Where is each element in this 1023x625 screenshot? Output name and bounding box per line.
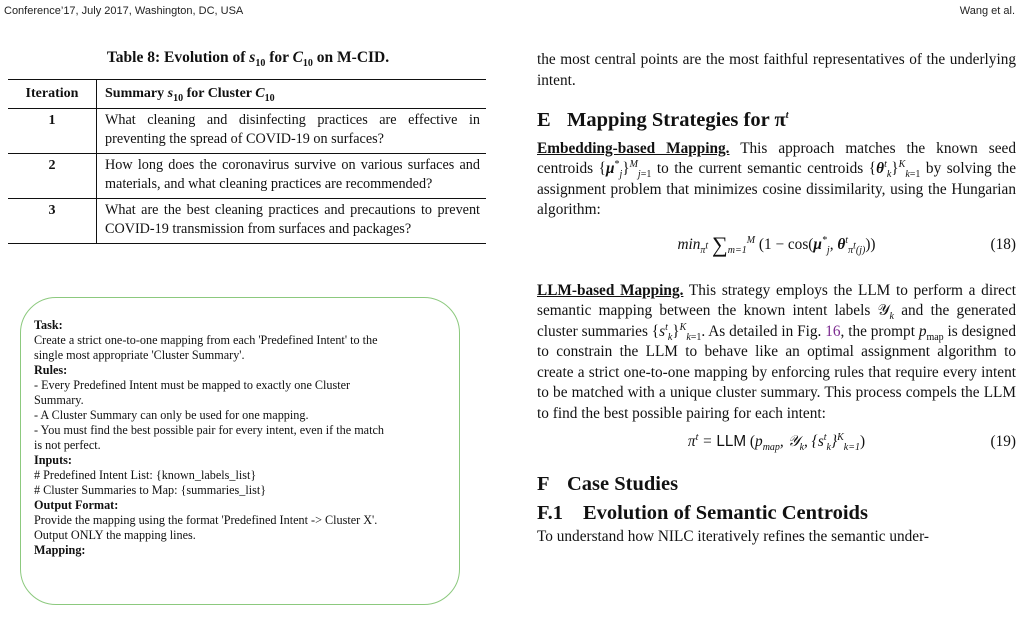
llm-runin: LLM-based Mapping. xyxy=(537,281,684,299)
iteration-cell: 1 xyxy=(8,109,97,154)
summary-cell: What are the best cleaning practices and precautions to prevent COVID-19 transmission from surfaces and packages? xyxy=(97,199,487,244)
prompt-line: - Every Predefined Intent must be mapped to exactly one Cluster xyxy=(34,378,351,392)
right-column xyxy=(537,50,1016,548)
intro-paragraph: the most central points are the most faithful representatives of the underlying intent. xyxy=(537,51,1016,89)
running-head-left: Conference’17, July 2017, Washington, DC, USA xyxy=(4,5,244,17)
table-row xyxy=(8,199,486,244)
evolution-table xyxy=(8,79,486,244)
summary-cell: What cleaning and disinfecting practices are effective in preventing the spread of COVID-19 on surfaces? xyxy=(97,109,487,154)
prompt-line: # Predefined Intent List: {known_labels_list} xyxy=(34,468,257,482)
table-row xyxy=(8,154,486,199)
cut-line: To understand how NILC iteratively refines the semantic under- xyxy=(537,528,929,545)
prompt-line: Summary. xyxy=(34,393,84,407)
iteration-cell: 2 xyxy=(8,154,97,199)
header-summary: Summary $s_{10}$ for Cluster $C_{10}$ xyxy=(97,80,487,109)
iteration-cell: 3 xyxy=(8,199,97,244)
running-head-right: Wang et al. xyxy=(959,5,1015,17)
prompt-line: is not perfect. xyxy=(34,438,101,452)
llm-paragraph: LLM-based Mapping. This strategy employs the LLM to perform a direct semantic mapping between the known intent labels 𝒴$_k$ and the generated cluster summaries $\{s^t_k\}^K_{k=1}$. As detailed in Fig. 16, the prompt $p_{map}$ is designed to constrain the LLM to behave like an optimal assignment algorithm to create a strict one-to-one mapping by enforcing rules that require every intent to be matched with a unique cluster summary. This process compels the LLM to find the best possible pairing for each intent: xyxy=(537,281,1016,422)
equation-number-19: (19) xyxy=(990,433,1016,450)
prompt-heading-task: Task: xyxy=(34,318,63,332)
prompt-line: single most appropriate 'Cluster Summary'. xyxy=(34,348,245,362)
prompt-line: - You must find the best possible pair for every intent, even if the match xyxy=(34,423,384,437)
figure-reference[interactable]: 16 xyxy=(825,322,841,340)
prompt-heading-inputs: Inputs: xyxy=(34,453,72,467)
table-caption: Table 8: Evolution of $s_{10}$ for $C_{10}$ on M-CID. xyxy=(106,49,390,70)
prompt-heading-rules: Rules: xyxy=(34,363,68,377)
section-f1-heading: F.1 Evolution of Semantic Centroids xyxy=(537,501,868,524)
mapping-prompt-box xyxy=(20,297,460,605)
prompt-line: # Cluster Summaries to Map: {summaries_list} xyxy=(34,483,267,497)
prompt-line: Create a strict one-to-one mapping from each 'Predefined Intent' to the xyxy=(34,333,378,347)
equation-number-18: (18) xyxy=(990,235,1016,253)
summary-cell: How long does the coronavirus survive on various surfaces and materials, and what cleaning practices are recommended? xyxy=(97,154,487,199)
prompt-line: - A Cluster Summary can only be used for one mapping. xyxy=(34,408,309,422)
equation-19: $\pi^t$ = LLM ($p_{map}$, 𝒴$_k$, $\{s^t_k\}^K_{k=1}$) (19) xyxy=(687,431,1016,454)
prompt-heading-output-format: Output Format: xyxy=(34,498,119,512)
section-e-heading: E Mapping Strategies for $\pi^t$ xyxy=(537,109,789,131)
equation-18: $\min_{\pi^t} \sum_{m=1}^M$ ($1 - \cos(\mu^*_j$, $\theta^t_{\pi^t(j)}$)) (18) xyxy=(677,231,1016,257)
embedding-runin: Embedding-based Mapping. xyxy=(537,139,730,157)
table-row xyxy=(8,109,486,154)
embedding-paragraph: Embedding-based Mapping. This approach matches the known seed centroids $\{\mu^*_j\}^M_{j=1}$ to the current semantic centroids $\{\theta^t_k\}^K_{k=1}$ by solving the assignment problem that minimizes cosine dissimilarity, using the Hungarian algorithm: xyxy=(537,139,1016,218)
section-f-heading: F Case Studies xyxy=(537,473,679,495)
prompt-heading-mapping: Mapping: xyxy=(34,543,86,557)
prompt-line: Output ONLY the mapping lines. xyxy=(34,528,196,542)
header-iteration: Iteration xyxy=(8,80,97,109)
prompt-line: Provide the mapping using the format 'Predefined Intent -> Cluster X'. xyxy=(34,513,378,527)
